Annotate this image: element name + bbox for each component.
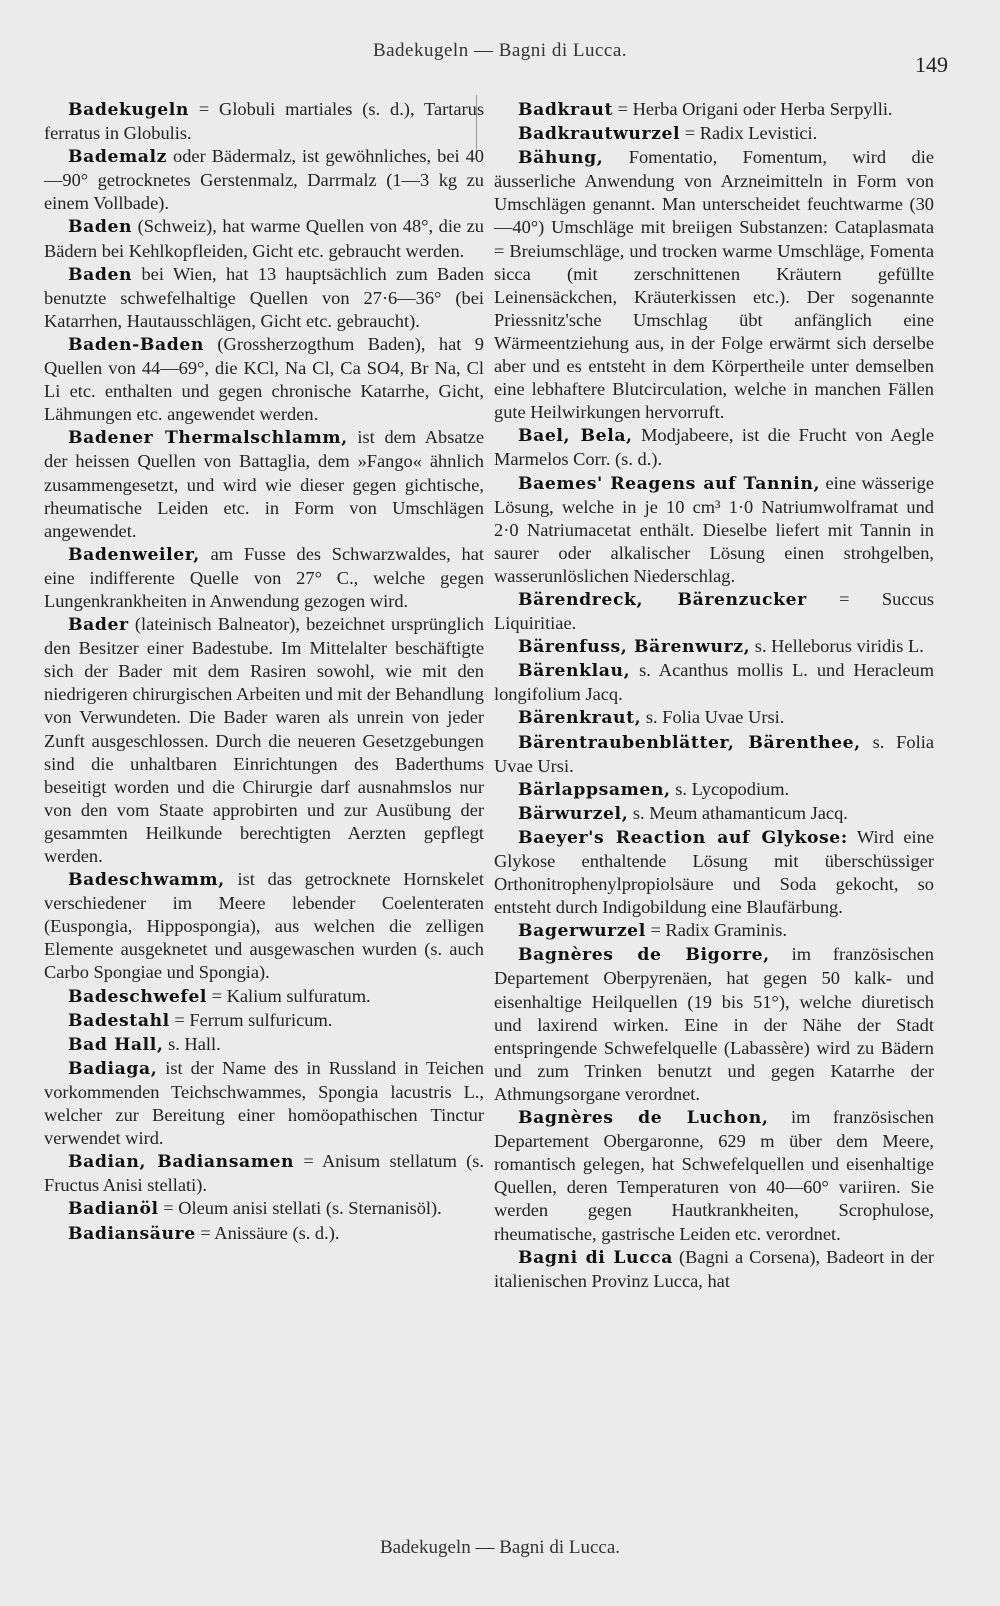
entry-text: im französischen Departement Oberpyrenäen, hat gegen 50 kalk- und eisenhaltige Heilquellen (19 bis 51°), welche diuretisch und laxirend wirken. Eine in der Nähe der Stadt entspringende Schwefelquelle (Labassère) wird zu Bädern und zum Trinken benutzt und gegen Katarrhe der Athmungsorgane verordnet.: [494, 944, 934, 1104]
entry-text: ist der Name des in Russland in Teichen vorkommenden Teichschwammes, Spongia lacustris L., welcher zur Bereitung einer homöopathischen Tinctur verwendet wird.: [44, 1057, 484, 1149]
dictionary-entry: [494, 146, 934, 424]
dictionary-entry: [494, 778, 934, 802]
entry-headword: Bärlappsamen,: [518, 779, 671, 800]
dictionary-entry: [44, 263, 484, 333]
entry-headword: Badestahl: [68, 1010, 170, 1031]
dictionary-entry: [494, 802, 934, 826]
entry-headword: Badkraut: [518, 100, 614, 120]
entry-headword: Baden-Baden: [68, 334, 204, 355]
entry-text: ist dem Absatze der heissen Quellen von Battaglia, dem »Fango« ähnlich zusammengesetzt, und wird wie dieser gegen gichtische, rheumatische Leiden etc. in Form von Umschlägen angewendet.: [44, 427, 484, 541]
dictionary-entry: [44, 215, 484, 262]
entry-headword: Baeyer's Reaction auf Glykose:: [518, 827, 848, 848]
entry-headword: Badian, Badiansamen: [68, 1152, 295, 1173]
entry-headword: Bärenklau,: [518, 661, 631, 682]
dictionary-entry: [494, 826, 934, 919]
entry-text: = Kalium sulfuratum.: [207, 985, 371, 1006]
entry-headword: Badiaga,: [68, 1058, 158, 1079]
dictionary-entry: [44, 1197, 484, 1221]
entry-text: im französischen Departement Obergaronne, 629 m über dem Meere, romantisch gelegen, hat Schwefelquellen und eisenhaltige Quellen, deren Temperaturen von 40—60° variiren. Sie werden gegen Hautkrankheiten, Scrophulose, rheumatische, gastrische Leiden etc. verordnet.: [494, 1107, 934, 1244]
entry-text: s. Meum athamanticum Jacq.: [628, 802, 848, 823]
entry-text: (lateinisch Balneator), bezeichnet ursprünglich den Besitzer einer Badestube. Im Mittelalter beschäftigte sich der Bader mit dem Rasiren sowohl, wie mit den niedrigeren chirurgischen Arbeiten und mit der Behandlung von Verwundeten. Die Bader waren als unrein von jeder Zunft ausgeschlossen. Durch die neueren Gesetzgebungen sind die unhaltbaren Einrichtungen des Baderthums beseitigt worden und die Chirurgie darf ausnahmslos nur von den vom Staate approbirten und zur Ausübung der gesammten Heilkunde berechtigten Aerzten gepflegt werden.: [44, 614, 484, 866]
entry-headword: Badeschwamm,: [68, 870, 225, 891]
dictionary-entry: [494, 659, 934, 706]
entry-headword: Bärenfuss, Bärenwurz,: [518, 637, 751, 658]
entry-text: = Radix Levistici.: [680, 123, 818, 144]
entry-headword: Bähung,: [518, 148, 604, 169]
entry-text: (Bagni a Corsena), Badeort in der italienischen Provinz Lucca, hat: [494, 1246, 934, 1291]
entry-headword: Bagnères de Bigorre,: [518, 945, 770, 966]
dictionary-entry: [494, 472, 934, 588]
entry-text: am Fusse des Schwarzwaldes, hat eine indifferente Quelle von 27° C., welche gegen Lungenkrankheiten in Anwendung gezogen wird.: [44, 543, 484, 611]
entry-text: s. Folia Uvae Ursi.: [641, 707, 785, 728]
entry-text: s. Helleborus viridis L.: [750, 636, 924, 657]
entry-text: = Anissäure (s. d.).: [195, 1222, 340, 1243]
entry-text: = Radix Graminis.: [645, 920, 787, 941]
entry-text: (Grossherzogthum Baden), hat 9 Quellen von 44—69°, die KCl, Na Cl, Ca SO4, Br Na, Cl Li etc. enthalten und gegen chronische Katarrhe, Gicht, Lähmungen etc. angewendet werden.: [44, 333, 484, 425]
entry-headword: Baden: [68, 264, 133, 285]
dictionary-entry: [494, 424, 934, 471]
entry-headword: Bärendreck, Bärenzucker: [518, 589, 807, 610]
dictionary-entry: [494, 122, 934, 146]
dictionary-entry: [44, 333, 484, 426]
page-number: 149: [915, 52, 948, 77]
dictionary-entry: [44, 543, 484, 613]
dictionary-entry: [44, 613, 484, 868]
running-header: Badekugeln — Bagni di Lucca.: [372, 40, 628, 61]
dictionary-entry: [494, 1106, 934, 1246]
entry-text: = Ferrum sulfuricum.: [169, 1009, 333, 1030]
dictionary-entry: [44, 1033, 484, 1057]
entry-headword: Badenweiler,: [68, 544, 200, 565]
entry-headword: Bader: [68, 615, 129, 636]
left-column: [44, 98, 484, 1246]
entry-text: s. Acanthus mollis L. und Heracleum longifolium Jacq.: [494, 660, 934, 705]
entry-text: s. Lycopodium.: [670, 778, 790, 799]
entry-headword: Badekugeln: [68, 100, 190, 120]
dictionary-entry: [44, 1222, 484, 1246]
entry-text: Wird eine Glykose enthaltende Lösung mit überschüssiger Orthonitrophenylpropiolsäure und Soda gekocht, so entsteht durch Indigobildung eine Blaufärbung.: [494, 826, 934, 918]
dictionary-entry: [44, 1150, 484, 1197]
entry-headword: Baemes' Reagens auf Tannin,: [518, 473, 821, 494]
entry-headword: Baden: [68, 217, 133, 238]
right-column: [494, 98, 934, 1293]
dictionary-entry: [44, 145, 484, 215]
entry-headword: Badiansäure: [68, 1223, 196, 1244]
dictionary-entry: [44, 1009, 484, 1033]
dictionary-entry: [494, 706, 934, 730]
entry-headword: Badkrautwurzel: [518, 124, 681, 145]
entry-text: ist das getrocknete Hornskelet verschiedener im Meere lebender Coelenteraten (Euspongia, Hippospongia), aus welchen die zelligen Elemente ausgeknetet und ausgewaschen wurden (s. auch Carbo Spongiae und Spongia).: [44, 869, 484, 983]
dictionary-entry: [494, 588, 934, 635]
entry-headword: Bärwurzel,: [518, 803, 629, 824]
dictionary-entry: [494, 919, 934, 943]
entry-headword: Bärentraubenblätter, Bärenthee,: [518, 732, 861, 753]
entry-headword: Bael, Bela,: [518, 426, 633, 447]
dictionary-entry: [494, 943, 934, 1106]
entry-headword: Bad Hall,: [68, 1034, 164, 1055]
running-footer: Badekugeln — Bagni di Lucca.: [379, 1537, 621, 1558]
entry-text: Fomentatio, Fomentum, wird die äusserliche Anwendung von Arzneimitteln in Form von Umschlägen genannt. Man unterscheidet feuchtwarme (30—40°) Umschläge mit breiigen Substanzen: Cataplasmata = Breiumschläge, und trocken warme Umschläge, Fomenta sicca (mit zerschnittenen Kräutern gefüllte Leinensäckchen, Kräuterkissen etc.). Der sogenannte Priessnitz'sche Umschlag übt anfänglich eine Wärmeentziehung aus, in der Folge erwärmt sich derselbe aber und es entsteht in dem Körpertheile unter demselben eine lebhaftere Blutcirculation, welche in manchen Fällen gute Heilwirkungen hervorruft.: [494, 147, 934, 423]
dictionary-entry: [494, 635, 934, 659]
entry-text: (Schweiz), hat warme Quellen von 48°, die zu Bädern bei Kehlkopfleiden, Gicht etc. gebraucht werden.: [44, 216, 484, 261]
entry-headword: Badener Thermalschlamm,: [68, 428, 348, 449]
entry-text: oder Bädermalz, ist gewöhnliches, bei 40—90° getrocknetes Gerstenmalz, Darrmalz (1—3 kg zu einem Vollbade).: [44, 146, 484, 214]
entry-headword: Badianöl: [68, 1199, 159, 1220]
entry-text: = Herba Origani oder Herba Serpylli.: [613, 99, 893, 119]
entry-text: = Oleum anisi stellati (s. Sternanisöl).: [158, 1198, 442, 1219]
dictionary-entry: [44, 985, 484, 1009]
entry-headword: Bärenkraut,: [518, 708, 642, 729]
dictionary-entry: [44, 1057, 484, 1150]
entry-text: Modjabeere, ist die Frucht von Aegle Marmelos Corr. (s. d.).: [494, 425, 934, 470]
entry-headword: Bagni di Lucca: [518, 1247, 674, 1268]
dictionary-entry: [44, 868, 484, 984]
dictionary-entry: [44, 426, 484, 542]
dictionary-entry: [494, 98, 934, 122]
entry-headword: Bagnères de Luchon,: [518, 1108, 769, 1129]
dictionary-entry: [494, 731, 934, 778]
entry-headword: Bagerwurzel: [518, 921, 646, 942]
entry-text: bei Wien, hat 13 hauptsächlich zum Baden benutzte schwefelhaltige Quellen von 27·6—36° (bei Katarrhen, Hautausschlägen, Gicht etc. gebraucht).: [44, 263, 484, 331]
entry-headword: Bademalz: [68, 147, 168, 168]
entry-text: = Anisum stellatum (s. Fructus Anisi stellati).: [44, 1151, 484, 1196]
entry-headword: Badeschwefel: [68, 986, 208, 1007]
entry-text: s. Folia Uvae Ursi.: [494, 731, 934, 776]
entry-text: = Globuli martiales (s. d.), Tartarus ferratus in Globulis.: [44, 99, 484, 144]
entry-text: s. Hall.: [163, 1033, 221, 1054]
dictionary-entry: [44, 98, 484, 145]
entry-text: eine wässerige Lösung, welche in je 10 cm³ 1·0 Natriumwolframat und 2·0 Natriumacetat enthält. Dieselbe liefert mit Tannin in saurer oder alkalischer Lösung einen strohgelben, wasserunlöslichen Niederschlag.: [494, 472, 934, 586]
entry-text: = Succus Liquiritiae.: [494, 588, 934, 634]
dictionary-entry: [494, 1246, 934, 1293]
